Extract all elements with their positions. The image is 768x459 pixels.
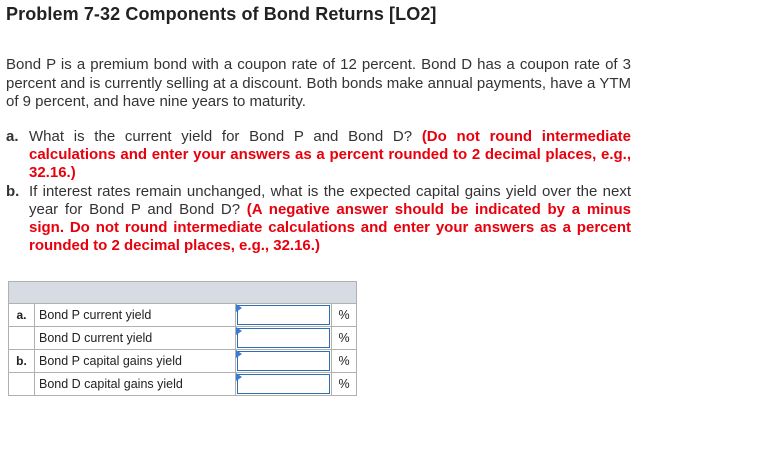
question-list — [6, 128, 631, 256]
answer-table — [8, 281, 357, 396]
page-title: Problem 7-32 Components of Bond Returns [LO2] — [6, 4, 437, 24]
table-header-row — [9, 282, 357, 304]
input-marker-icon — [236, 327, 242, 335]
question-a — [6, 128, 631, 182]
row-description: Bond P capital gains yield — [35, 350, 236, 373]
table-header — [9, 282, 357, 304]
bond-d-capital-gains-yield-input[interactable] — [237, 374, 330, 394]
row-description: Bond D current yield — [35, 327, 236, 350]
bond-p-capital-gains-yield-input[interactable] — [237, 351, 330, 371]
input-marker-icon — [236, 373, 242, 381]
input-marker-icon — [236, 350, 242, 358]
table-row — [9, 350, 357, 373]
question-instruction: (Do not round intermediate calculations and enter your answers as a percent rounded to 2 decimal places, e.g., 32.16.) — [29, 128, 632, 181]
row-label: a. — [9, 304, 35, 327]
table-row — [9, 304, 357, 327]
percent-unit: % — [332, 304, 357, 327]
row-label: b. — [9, 350, 35, 373]
bond-d-current-yield-input[interactable] — [237, 328, 330, 348]
row-label — [9, 327, 35, 350]
question-text: What is the current yield for Bond P and Bond D? — [29, 128, 422, 145]
problem-statement: Bond P is a premium bond with a coupon rate of 12 percent. Bond D has a coupon rate of 3 percent and is currently selling at a discount. Both bonds make annual payments, have a YTM of 9 percent, and have nine years to maturity. — [6, 56, 631, 110]
input-marker-icon — [236, 304, 242, 312]
question-label: b. — [6, 183, 20, 200]
question-text: If interest rates remain unchanged, what is the expected capital gains yield over the next year for Bond P and Bond D? — [29, 183, 631, 218]
question-label: a. — [6, 128, 19, 145]
question-instruction: (A negative answer should be indicated by a minus sign. Do not round intermediate calculations and enter your answers as a percent rounded to 2 decimal places, e.g., 32.16.) — [29, 201, 631, 254]
question-b — [6, 183, 631, 255]
row-description: Bond P current yield — [35, 304, 236, 327]
percent-unit: % — [332, 327, 357, 350]
bond-p-current-yield-input[interactable] — [237, 305, 330, 325]
percent-unit: % — [332, 373, 357, 396]
row-description: Bond D capital gains yield — [35, 373, 236, 396]
row-label — [9, 373, 35, 396]
percent-unit: % — [332, 350, 357, 373]
table-row — [9, 373, 357, 396]
table-row — [9, 327, 357, 350]
